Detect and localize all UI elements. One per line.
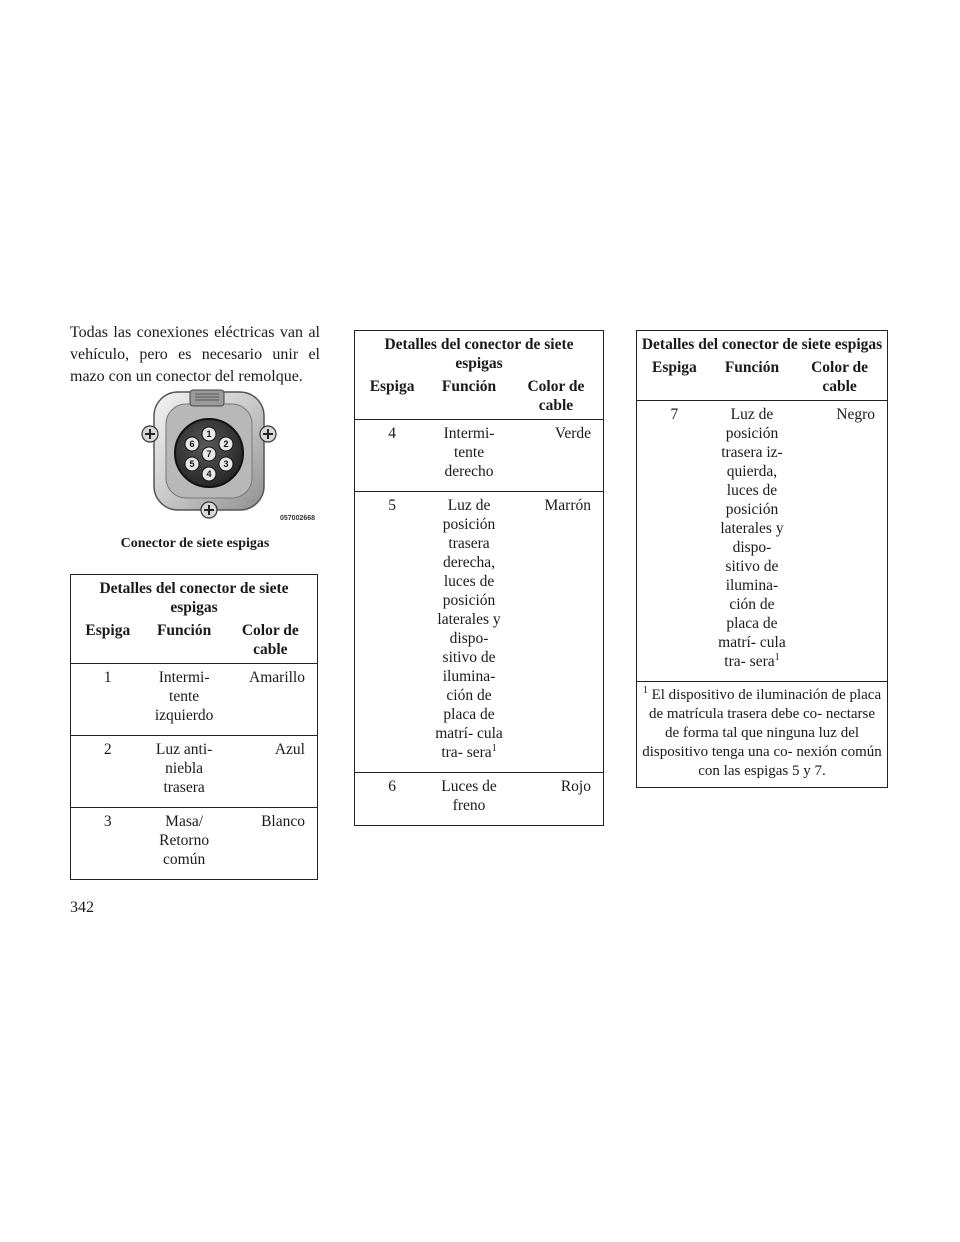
pin-label-6: 6: [189, 439, 195, 449]
table-row: [71, 664, 318, 736]
column-header-function: Función: [429, 375, 509, 420]
footnote-text: El dispositivo de iluminación de placa de matrícula trasera debe co- nectarse de forma tal que ninguna luz del dispositivo tenga una co- nexión común con las espigas 5 y 7.: [642, 687, 882, 779]
table-row: [355, 773, 604, 826]
pin-2: [219, 437, 233, 451]
footnote-mark: 1: [491, 742, 497, 754]
table-footnote-row: [637, 682, 888, 788]
pin-function: Luces de freno: [429, 773, 509, 826]
wire-color: Blanco: [224, 808, 318, 880]
table-title: Detalles del conector de siete espigas: [384, 336, 574, 372]
column-header-pin: Espiga: [71, 619, 145, 664]
figure-caption: Conector de siete espigas: [120, 536, 270, 551]
mounting-screw-bottom: [201, 502, 217, 518]
pin-function: Masa/ Retorno común: [145, 808, 224, 880]
pin-function: Luz anti- niebla trasera: [145, 736, 224, 808]
pin-number: 1: [103, 669, 112, 686]
pin-6: [185, 437, 199, 451]
table-title: Detalles del conector de siete espigas: [99, 580, 289, 616]
pin-number: 3: [71, 808, 145, 880]
wire-color: Verde: [554, 425, 591, 442]
pin-7: [202, 447, 216, 461]
mounting-screw-left: [142, 426, 158, 442]
pin-function-text: Luz de posición trasera derecha, luces de posición laterales y dispo- sitivo de ilumina- ción de placa de matrí- cula tra- sera: [435, 497, 503, 761]
pin-label-2: 2: [223, 439, 229, 449]
column-header-function: Función: [712, 356, 792, 401]
table-row: [637, 401, 888, 682]
pin-4: [202, 467, 216, 481]
seven-pin-connector-illustration: [140, 386, 278, 520]
wire-color: Marrón: [509, 492, 604, 773]
connector-latch: [190, 390, 224, 406]
column-header-function: Función: [145, 619, 224, 664]
table-footnote: [637, 682, 888, 788]
wire-color: Amarillo: [249, 669, 305, 686]
wire-color: Rojo: [509, 773, 604, 826]
pin-function-text: Luz de posición trasera iz- quierda, luces de posición laterales y dispo- sitivo de ilumina- ción de placa de matrí- cula tra- sera: [718, 406, 786, 670]
pin-label-4: 4: [206, 469, 212, 479]
wire-color: Negro: [836, 406, 875, 423]
table-row: [71, 736, 318, 808]
column-header-pin: Espiga: [355, 375, 430, 420]
pin-label-3: 3: [223, 459, 229, 469]
column-header-pin: Espiga: [637, 356, 712, 401]
pin-5: [185, 457, 199, 471]
footnote-mark: 1: [774, 651, 780, 663]
pin-label-7: 7: [206, 449, 212, 459]
wire-color: Azul: [224, 736, 318, 808]
pin-number: 5: [355, 492, 430, 773]
column-header-color: Color de cable: [792, 356, 887, 401]
pin-table-1: [70, 574, 318, 880]
pin-3: [219, 457, 233, 471]
pin-number: 6: [355, 773, 430, 826]
table-row: [355, 492, 604, 773]
pin-number: 2: [71, 736, 145, 808]
intro-paragraph: Todas las conexiones eléctricas van al vehículo, pero es necesario unir el mazo con un conector del remolque.: [70, 324, 320, 385]
pin-function: [712, 401, 792, 682]
table-row: [355, 420, 604, 492]
pin-table-3: [636, 330, 888, 788]
pin-table-2: [354, 330, 604, 826]
column-header-color: Color de cable: [509, 375, 604, 420]
mounting-screw-right: [260, 426, 276, 442]
pin-function: Intermi- tente derecho: [443, 425, 495, 480]
table-row: [71, 808, 318, 880]
figure-code: 057002668: [280, 515, 316, 522]
page-number: 342: [70, 899, 94, 916]
pin-1: [202, 427, 216, 441]
footnote-mark: 1: [642, 685, 648, 696]
pin-label-5: 5: [189, 459, 195, 469]
pin-label-1: 1: [206, 429, 212, 439]
pin-number: 4: [388, 425, 396, 442]
pin-function: [429, 492, 509, 773]
column-header-color: Color de cable: [224, 619, 318, 664]
table-title: Detalles del conector de siete espigas: [641, 336, 883, 353]
pin-number: 7: [670, 406, 679, 423]
pin-function: Intermi- tente izquierdo: [154, 669, 214, 724]
